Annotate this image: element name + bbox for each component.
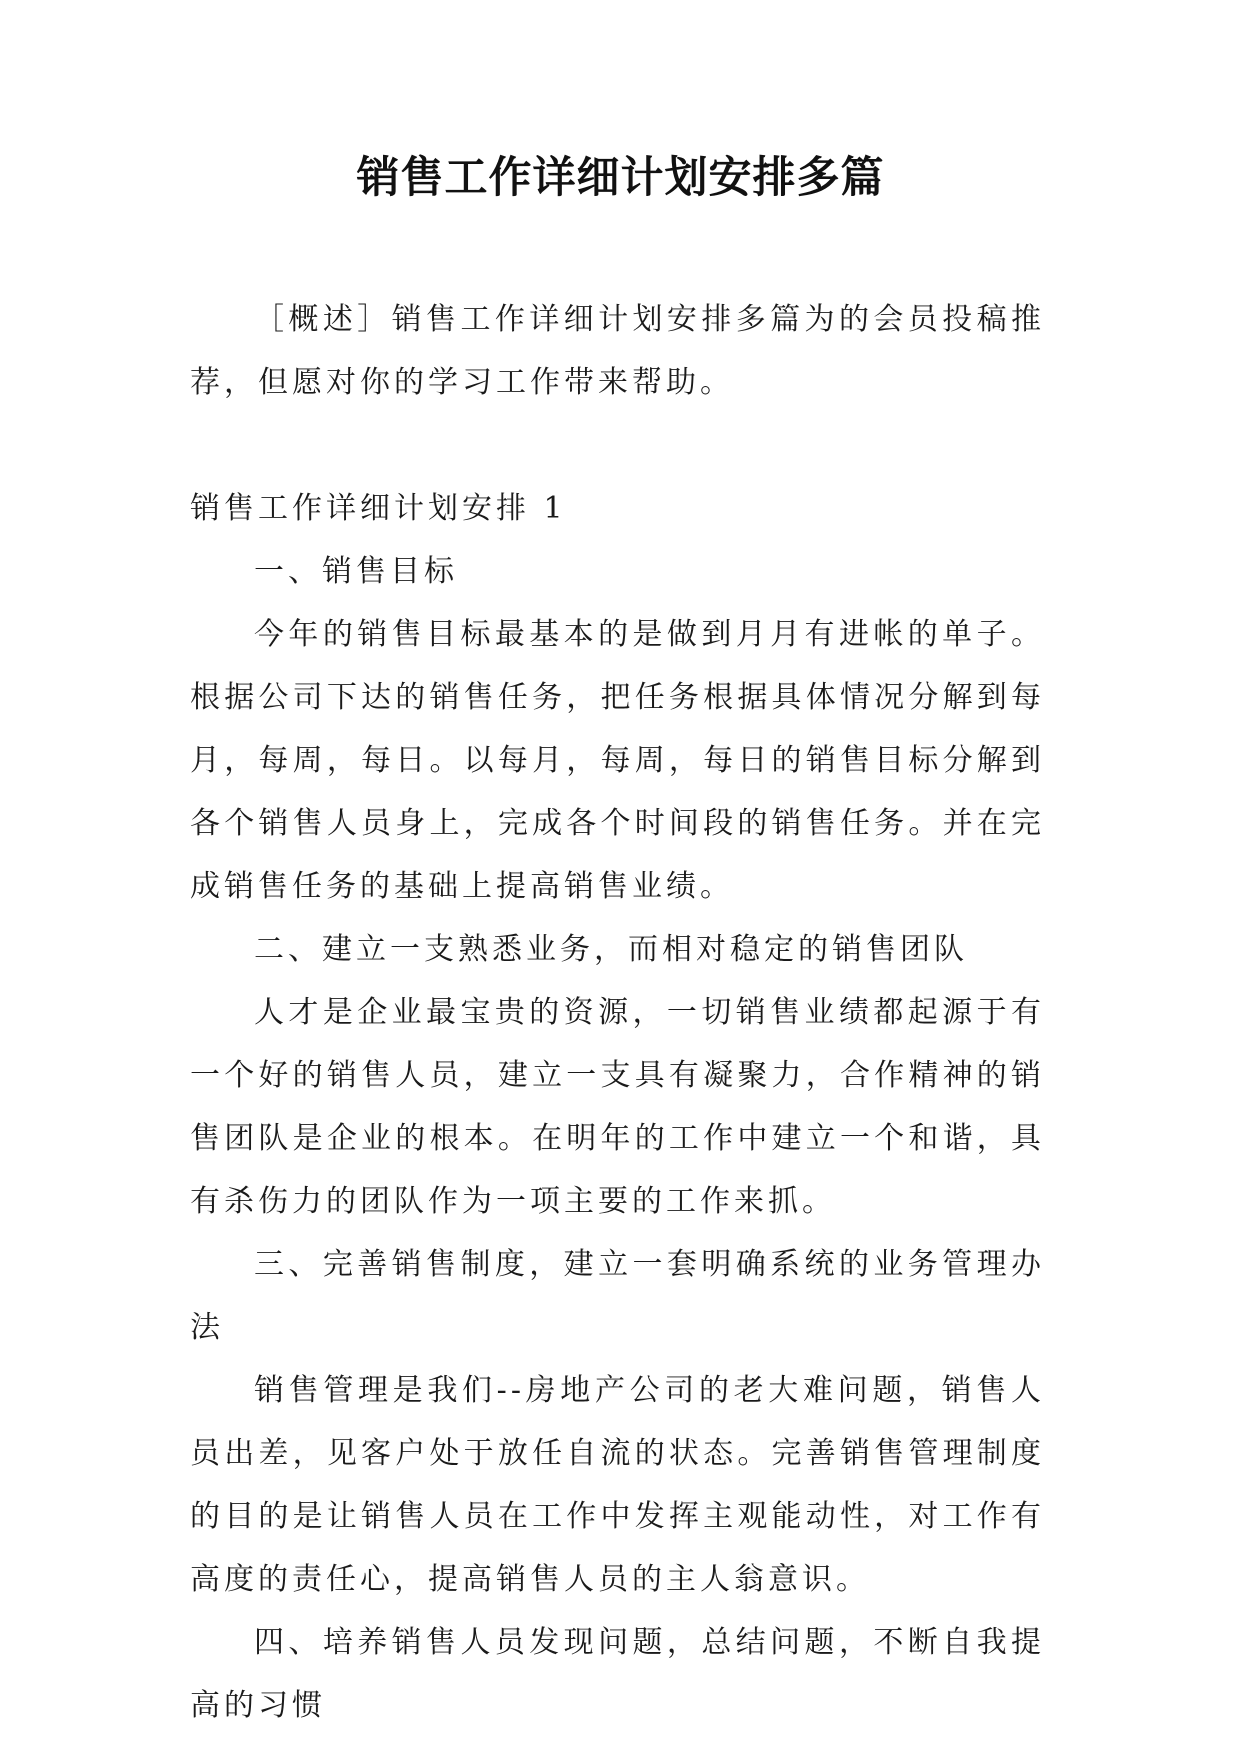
paragraph-sales-target: 今年的销售目标最基本的是做到月月有进帐的单子。根据公司下达的销售任务，把任务根据具体情况分解到每月，每周，每日。以每月，每周，每日的销售目标分解到各个销售人员身上，完成各个时间段的销售任务。并在完成销售任务的基础上提高销售业绩。: [190, 617, 1045, 904]
summary-paragraph: ［概述］销售工作详细计划安排多篇为的会员投稿推荐，但愿对你的学习工作带来帮助。: [190, 302, 1045, 400]
heading-sales-team: 二、建立一支熟悉业务，而相对稳定的销售团队: [254, 932, 968, 967]
paragraph-sales-system: 销售管理是我们--房地产公司的老大难问题，销售人员出差，见客户处于放任自流的状态。完善销售管理制度的目的是让销售人员在工作中发挥主观能动性，对工作有高度的责任心，提高销售人员的主人翁意识。: [190, 1373, 1045, 1597]
paragraph-sales-team: 人才是企业最宝贵的资源，一切销售业绩都起源于有一个好的销售人员，建立一支具有凝聚力，合作精神的销售团队是企业的根本。在明年的工作中建立一个和谐，具有杀伤力的团队作为一项主要的工作来抓。: [190, 995, 1045, 1219]
heading-sales-target: 一、销售目标: [254, 554, 458, 589]
heading-self-improvement: 四、培养销售人员发现问题，总结问题，不断自我提高的习惯: [190, 1625, 1045, 1723]
document-title: 销售工作详细计划安排多篇: [356, 153, 885, 203]
spacer: [190, 414, 1045, 477]
section-heading: 销售工作详细计划安排 1: [190, 491, 567, 526]
heading-sales-system: 三、完善销售制度，建立一套明确系统的业务管理办法: [190, 1247, 1045, 1345]
document-body: [190, 288, 1045, 1737]
